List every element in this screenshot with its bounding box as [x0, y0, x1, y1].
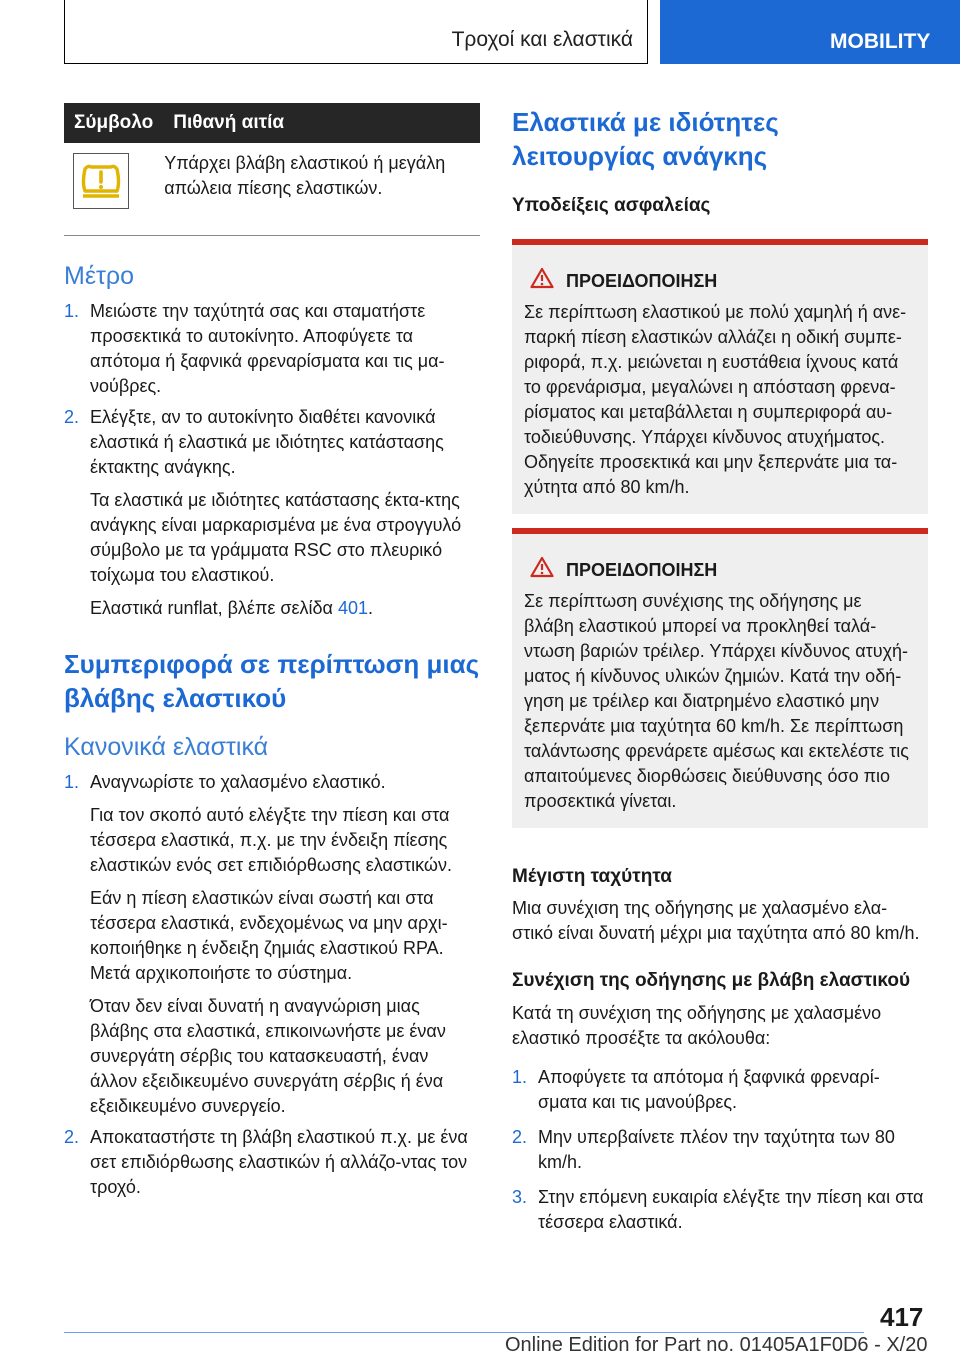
section-title: Τροχοί και ελαστικά [451, 28, 633, 51]
step-text: Ελέγξτε, αν το αυτοκίνητο διαθέτει κανονικά ελαστικά ή ελαστικά με ιδιότητες κατάστασης έκτακτης ανάγκης. [90, 407, 444, 477]
list-item [64, 405, 480, 621]
step-text: Αποφύγετε τα απότομα ή ξαφνικά φρεναρί-σματα και τις μανούβρες. [538, 1067, 880, 1112]
warning-label: ΠΡΟΕΙΔΟΠΟΙΗΣΗ [566, 271, 718, 291]
step-note: Όταν δεν είναι δυνατή η αναγνώριση μιας βλάβης στα ελαστικά, επικοινωνήστε με έναν συνεργάτη σέρβις του κατασκευαστή, έναν άλλον εξειδικευμένο συνεργάτη σέρβις ή ένα εξειδικευμένο συνεργείο. [90, 996, 446, 1116]
header-left [64, 0, 648, 64]
step-text: Μειώστε την ταχύτητά σας και σταματήστε προσεκτικά το αυτοκίνητο. Αποφύγετε τα απότομα ή ξαφνικά φρεναρίσματα και τις μα-νούβρες. [90, 301, 445, 396]
warning-text: Σε περίπτωση συνέχισης της οδήγησης με βλάβη ελαστικού μπορεί να προκληθεί ταλά-ντωση βαριών τρέιλερ. Υπάρχει κίνδυνος ατυχή-ματος ή κίνδυνος υλικών ζημιών. Κατά την οδή-γηση με τρέιλερ και διατρημένο ελαστικό μην ξεπερνάτε μια ταχύτητα 60 km/h. Σε περίπτωση ταλάντωσης φρενάρετε αμέσως και εκτελέστε τις απαιτούμενες διορθώσεις διεύθυνσης όσο πιο προσεκτικά γίνεται. [524, 591, 909, 811]
step-number: 3. [512, 1187, 528, 1207]
chapter-label: MOBILITY [830, 30, 931, 53]
safety-title: Υποδείξεις ασφαλείας [512, 195, 711, 216]
emergency-title: Ελαστικά με ιδιότητες λειτουργίας ανάγκης [512, 107, 779, 171]
step-number: 2. [64, 407, 80, 427]
chapter-tab[interactable] [660, 0, 960, 64]
step-number: 2. [512, 1127, 528, 1147]
warning-triangle-icon [530, 267, 554, 296]
maxspeed-title: Μέγιστη ταχύτητα [512, 866, 672, 887]
step-text: Στην επόμενη ευκαιρία ελέγξτε την πίεση και στα τέσσερα ελαστικά. [538, 1187, 924, 1232]
warning-triangle-icon [530, 556, 554, 585]
tire-pressure-warning-icon [73, 153, 129, 209]
step-text: Μην υπερβαίνετε πλέον την ταχύτητα των 80 km/h. [538, 1127, 895, 1172]
left-column [64, 103, 480, 1206]
page-number: 417 [880, 1302, 924, 1332]
cause-text: Υπάρχει βλάβη ελαστικού ή μεγάλη απώλεια πίεσης ελαστικών. [163, 143, 480, 236]
step-number: 2. [64, 1127, 80, 1147]
col-symbol-header: Σύμβολο [64, 103, 163, 143]
list-item [512, 1125, 928, 1175]
list-item [512, 1065, 928, 1115]
step-text: Αναγνωρίστε το χαλασμένο ελαστικό. [90, 772, 386, 792]
warning-label: ΠΡΟΕΙΔΟΠΟΙΗΣΗ [566, 560, 718, 580]
table-row [64, 143, 480, 236]
step-number: 1. [64, 301, 80, 321]
step-number: 1. [512, 1067, 528, 1087]
step-note: Τα ελαστικά με ιδιότητες κατάστασης έκτα-κτης ανάγκης είναι μαρκαρισμένα με ένα στρογγυλό σύμβολο με τα γράμματα RSC στο πλευρικό τοίχωμα του ελαστικού. [90, 490, 462, 585]
list-item [512, 1185, 928, 1235]
right-column [512, 103, 928, 1241]
footer-edition: Online Edition for Part no. 01405A1F0D6 - X/20 [505, 1334, 928, 1356]
measures-title: Μέτρο [64, 262, 134, 290]
step-text: Αποκαταστήστε τη βλάβη ελαστικού π.χ. με ένα σετ επιδιόρθωσης ελαστικών ή αλλάζο-ντας τον τροχό. [90, 1127, 468, 1197]
warning-box [512, 528, 928, 828]
list-item [64, 770, 480, 1119]
continue-steps [512, 1065, 928, 1235]
maxspeed-text: Μια συνέχιση της οδήγησης με χαλασμένο ελα-στικό είναι δυνατή μέχρι μια ταχύτητα από 80 km/h. [512, 898, 920, 943]
continue-text: Κατά τη συνέχιση της οδήγησης με χαλασμένο ελαστικό προσέξτε τα ακόλουθα: [512, 1003, 882, 1048]
list-item [64, 1125, 480, 1200]
page-link[interactable]: 401 [337, 598, 369, 618]
col-cause-header: Πιθανή αιτία [163, 103, 480, 143]
warning-text: Σε περίπτωση ελαστικού με πολύ χαμηλή ή ανε-παρκή πίεση ελαστικών αλλάζει η οδική συμπε-ριφορά, π.χ. μειώνεται η ευστάθεια ίχνους κατά το φρενάρισμα, μεγαλώνει η απόσταση φρενα-ρίσματος και μεταβάλλεται η συμπεριφορά αυ-τοδιεύθυνσης. Υπάρχει κίνδυνος ατυχήματος. Οδηγείτε προσεκτικά και μην ξεπερνάτε μια τα-χύτητα από 80 km/h. [524, 302, 907, 497]
warning-box [512, 239, 928, 514]
normal-tires-title: Κανονικά ελαστικά [64, 733, 269, 761]
step-note: Ελαστικά runflat, βλέπε σελίδα 401. [90, 598, 374, 618]
footer-divider [64, 1332, 864, 1333]
step-number: 1. [64, 772, 80, 792]
continue-title: Συνέχιση της οδήγησης με βλάβη ελαστικού [512, 970, 911, 991]
symbol-table [64, 103, 480, 236]
behavior-title: Συμπεριφορά σε περίπτωση μιας βλάβης ελαστικού [64, 649, 480, 713]
list-item [64, 299, 480, 399]
step-note: Εάν η πίεση ελαστικών είναι σωστή και στα τέσσερα ελαστικά, ενδεχομένως να μην αρχι-κοποιήθηκε η ένδειξη ζημιάς ελαστικού RPA. Μετά αρχικοποιήστε το σύστημα. [90, 888, 448, 983]
measures-steps [64, 299, 480, 621]
step-note: Για τον σκοπό αυτό ελέγξτε την πίεση και στα τέσσερα ελαστικά, π.χ. με την ένδειξη πίεσης ελαστικών ενός σετ επιδιόρθωσης ελαστικών. [90, 805, 452, 875]
behavior-steps [64, 770, 480, 1200]
